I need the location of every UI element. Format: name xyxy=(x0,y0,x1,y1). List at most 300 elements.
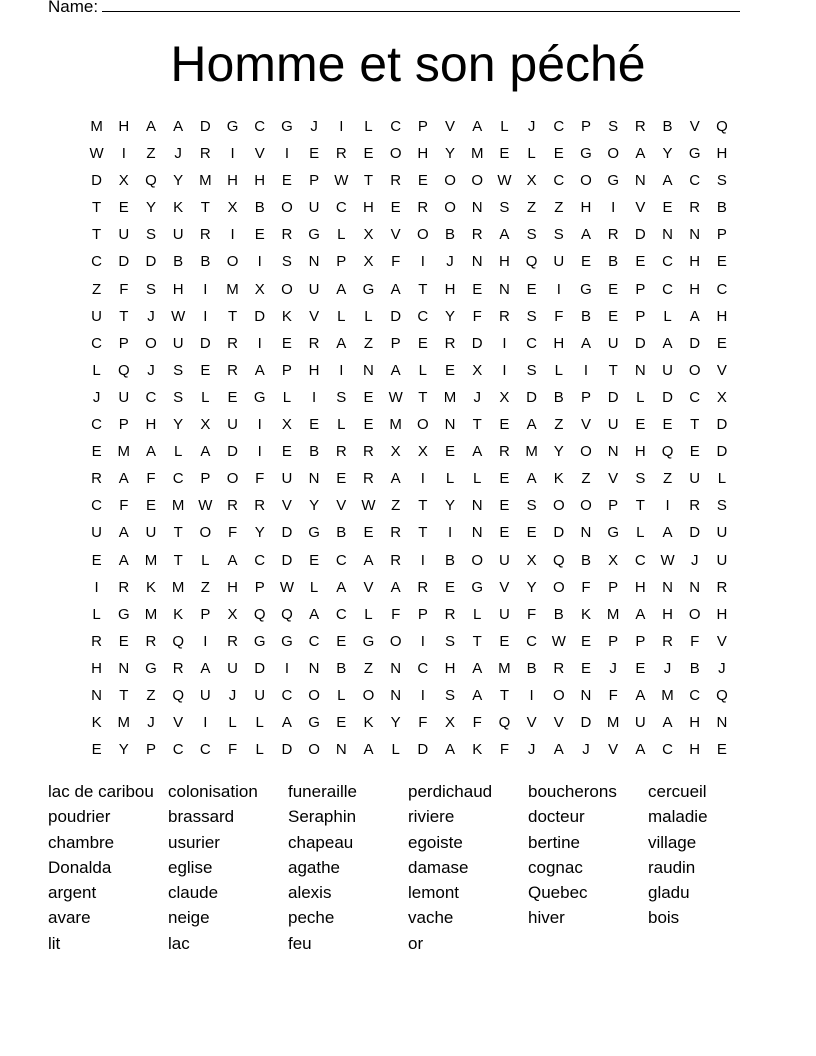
grid-letter[interactable]: O xyxy=(389,145,402,163)
grid-letter[interactable]: E xyxy=(91,443,102,461)
grid-letter[interactable]: V xyxy=(390,226,401,244)
grid-letter[interactable]: H xyxy=(145,416,157,434)
grid-letter[interactable]: A xyxy=(200,659,211,677)
grid-letter[interactable]: S xyxy=(173,388,184,406)
grid-letter[interactable]: E xyxy=(363,145,374,163)
grid-letter[interactable]: Z xyxy=(554,199,564,217)
grid-letter[interactable]: S xyxy=(716,497,727,515)
grid-letter[interactable]: V xyxy=(173,714,184,732)
grid-letter[interactable]: U xyxy=(227,659,238,677)
grid-letter[interactable]: E xyxy=(118,199,129,217)
grid-letter[interactable]: Y xyxy=(553,443,564,461)
grid-letter[interactable]: Q xyxy=(498,714,511,732)
grid-letter[interactable]: L xyxy=(309,578,319,596)
grid-letter[interactable]: N xyxy=(580,524,592,542)
grid-letter[interactable]: C xyxy=(145,388,157,406)
grid-letter[interactable]: G xyxy=(226,118,239,135)
grid-letter[interactable]: Q xyxy=(281,605,293,623)
grid-letter[interactable]: X xyxy=(254,280,265,298)
grid-letter[interactable]: O xyxy=(308,741,320,759)
grid-letter[interactable]: O xyxy=(580,497,592,515)
grid-letter[interactable]: T xyxy=(499,686,509,704)
grid-letter[interactable]: M xyxy=(144,605,158,623)
grid-letter[interactable]: V xyxy=(608,470,619,488)
grid-letter[interactable]: A xyxy=(472,443,483,461)
grid-letter[interactable]: U xyxy=(498,551,510,569)
grid-letter[interactable]: J xyxy=(147,714,155,732)
grid-letter[interactable]: Z xyxy=(363,659,374,677)
grid-letter[interactable]: B xyxy=(608,253,619,271)
grid-letter[interactable]: Y xyxy=(445,145,456,163)
grid-letter[interactable]: K xyxy=(91,714,102,732)
grid-letter[interactable]: E xyxy=(281,172,292,190)
grid-letter[interactable]: C xyxy=(526,334,538,352)
grid-letter[interactable]: K xyxy=(281,307,292,325)
grid-letter[interactable]: H xyxy=(662,605,673,623)
grid-letter[interactable]: Q xyxy=(716,686,728,704)
grid-letter[interactable]: Y xyxy=(254,524,265,542)
grid-letter[interactable]: N xyxy=(471,199,483,217)
grid-letter[interactable]: O xyxy=(688,361,701,379)
grid-letter[interactable]: H xyxy=(689,253,701,271)
grid-letter[interactable]: G xyxy=(281,632,293,650)
grid-letter[interactable]: E xyxy=(281,443,292,461)
grid-letter[interactable]: E xyxy=(118,632,129,650)
grid-letter[interactable]: P xyxy=(608,497,619,515)
grid-letter[interactable]: Q xyxy=(716,118,728,135)
grid-letter[interactable]: A xyxy=(390,280,401,298)
grid-letter[interactable]: F xyxy=(119,280,129,298)
grid-letter[interactable]: X xyxy=(200,416,211,434)
grid-letter[interactable]: A xyxy=(526,416,537,434)
grid-letter[interactable]: N xyxy=(308,470,320,488)
grid-letter[interactable]: E xyxy=(499,145,510,163)
grid-letter[interactable]: A xyxy=(635,145,646,163)
grid-letter[interactable]: A xyxy=(662,172,673,190)
grid-letter[interactable]: I xyxy=(420,470,425,488)
grid-letter[interactable]: J xyxy=(228,686,237,704)
grid-letter[interactable]: W xyxy=(198,497,213,515)
grid-letter[interactable]: F xyxy=(391,605,401,623)
grid-letter[interactable]: L xyxy=(282,388,292,406)
grid-letter[interactable]: E xyxy=(445,443,456,461)
grid-letter[interactable]: L xyxy=(201,388,210,406)
grid-letter[interactable]: C xyxy=(689,388,701,406)
grid-letter[interactable]: U xyxy=(227,416,238,434)
grid-letter[interactable]: E xyxy=(417,172,428,190)
grid-letter[interactable]: C xyxy=(662,741,673,759)
grid-letter[interactable]: H xyxy=(689,741,701,759)
grid-letter[interactable]: F xyxy=(499,741,509,759)
grid-letter[interactable]: R xyxy=(689,497,701,515)
grid-letter[interactable]: M xyxy=(199,172,212,190)
grid-letter[interactable]: J xyxy=(92,388,101,406)
grid-letter[interactable]: O xyxy=(226,470,239,488)
grid-letter[interactable]: A xyxy=(526,470,537,488)
grid-letter[interactable]: F xyxy=(690,632,700,650)
grid-letter[interactable]: U xyxy=(607,416,619,434)
grid-letter[interactable]: G xyxy=(471,578,484,596)
grid-letter[interactable]: E xyxy=(445,578,456,596)
grid-letter[interactable]: Z xyxy=(146,686,156,704)
grid-letter[interactable]: H xyxy=(172,280,184,298)
grid-letter[interactable]: X xyxy=(445,714,456,732)
grid-letter[interactable]: P xyxy=(716,226,727,244)
grid-letter[interactable]: E xyxy=(336,714,347,732)
grid-letter[interactable]: A xyxy=(472,118,483,135)
grid-letter[interactable]: N xyxy=(390,686,402,704)
grid-letter[interactable]: M xyxy=(525,443,538,461)
grid-letter[interactable]: Q xyxy=(552,551,565,569)
grid-letter[interactable]: C xyxy=(308,632,320,650)
grid-letter[interactable]: G xyxy=(308,524,320,542)
grid-letter[interactable]: E xyxy=(635,659,646,677)
grid-letter[interactable]: N xyxy=(498,280,510,298)
grid-letter[interactable]: C xyxy=(689,172,701,190)
grid-letter[interactable]: R xyxy=(390,524,402,542)
grid-letter[interactable]: E xyxy=(91,741,102,759)
grid-letter[interactable]: I xyxy=(312,388,317,406)
grid-letter[interactable]: R xyxy=(363,443,374,461)
grid-letter[interactable]: K xyxy=(173,199,184,217)
grid-letter[interactable]: W xyxy=(388,388,403,406)
grid-letter[interactable]: E xyxy=(716,741,727,759)
grid-letter[interactable]: A xyxy=(445,741,456,759)
grid-letter[interactable]: P xyxy=(336,253,347,271)
grid-letter[interactable]: M xyxy=(661,686,674,704)
grid-letter[interactable]: S xyxy=(716,172,727,190)
grid-letter[interactable]: X xyxy=(417,443,428,461)
grid-letter[interactable]: A xyxy=(662,524,673,542)
grid-letter[interactable]: E xyxy=(608,307,619,325)
grid-letter[interactable]: K xyxy=(173,605,184,623)
grid-letter[interactable]: E xyxy=(254,226,265,244)
grid-letter[interactable]: Q xyxy=(253,605,266,623)
grid-letter[interactable]: O xyxy=(389,632,402,650)
grid-letter[interactable]: H xyxy=(227,172,238,190)
grid-letter[interactable]: V xyxy=(608,741,619,759)
grid-letter[interactable]: N xyxy=(471,524,483,542)
grid-letter[interactable]: U xyxy=(553,253,565,271)
grid-letter[interactable]: G xyxy=(580,145,592,163)
grid-letter[interactable]: R xyxy=(390,551,402,569)
grid-letter[interactable]: T xyxy=(418,524,428,542)
grid-letter[interactable]: E xyxy=(336,632,347,650)
grid-letter[interactable]: I xyxy=(257,416,262,434)
grid-letter[interactable]: V xyxy=(553,714,564,732)
grid-letter[interactable]: T xyxy=(418,280,428,298)
grid-letter[interactable]: U xyxy=(145,524,157,542)
grid-letter[interactable]: A xyxy=(173,118,184,135)
grid-letter[interactable]: Y xyxy=(526,578,537,596)
grid-letter[interactable]: A xyxy=(635,686,646,704)
grid-letter[interactable]: C xyxy=(335,199,347,217)
grid-letter[interactable]: W xyxy=(660,551,675,569)
grid-letter[interactable]: D xyxy=(716,416,728,434)
grid-letter[interactable]: Y xyxy=(390,714,401,732)
grid-letter[interactable]: E xyxy=(716,253,727,271)
grid-letter[interactable]: Y xyxy=(145,199,156,217)
grid-letter[interactable]: R xyxy=(716,578,728,596)
grid-letter[interactable]: S xyxy=(553,226,564,244)
grid-letter[interactable]: O xyxy=(552,686,565,704)
grid-letter[interactable]: S xyxy=(173,361,184,379)
grid-letter[interactable]: M xyxy=(117,714,131,732)
grid-letter[interactable]: C xyxy=(634,551,646,569)
grid-letter[interactable]: R xyxy=(281,226,293,244)
grid-letter[interactable]: R xyxy=(145,632,157,650)
grid-letter[interactable]: O xyxy=(199,524,212,542)
grid-letter[interactable]: Z xyxy=(581,470,591,488)
grid-letter[interactable]: P xyxy=(580,388,591,406)
grid-letter[interactable]: C xyxy=(553,172,565,190)
grid-letter[interactable]: U xyxy=(498,605,510,623)
grid-letter[interactable]: J xyxy=(527,741,536,759)
grid-letter[interactable]: L xyxy=(255,741,264,759)
grid-letter[interactable]: C xyxy=(662,253,673,271)
grid-letter[interactable]: M xyxy=(389,416,402,434)
grid-letter[interactable]: J xyxy=(527,118,536,135)
grid-letter[interactable]: M xyxy=(606,605,620,623)
grid-letter[interactable]: O xyxy=(362,686,375,704)
grid-letter[interactable]: C xyxy=(281,686,293,704)
grid-letter[interactable]: N xyxy=(662,226,673,244)
grid-letter[interactable]: H xyxy=(498,253,510,271)
grid-letter[interactable]: P xyxy=(635,632,646,650)
grid-letter[interactable]: H xyxy=(634,443,646,461)
grid-letter[interactable]: Y xyxy=(445,307,456,325)
grid-letter[interactable]: L xyxy=(554,361,563,379)
grid-letter[interactable]: D xyxy=(145,253,157,271)
grid-letter[interactable]: U xyxy=(172,334,184,352)
grid-letter[interactable]: U xyxy=(634,714,646,732)
grid-letter[interactable]: E xyxy=(390,199,401,217)
grid-letter[interactable]: R xyxy=(227,632,238,650)
grid-letter[interactable]: E xyxy=(309,145,320,163)
grid-letter[interactable]: N xyxy=(634,361,646,379)
grid-letter[interactable]: R xyxy=(662,632,673,650)
grid-letter[interactable]: G xyxy=(607,172,619,190)
grid-letter[interactable]: M xyxy=(171,497,185,515)
grid-letter[interactable]: H xyxy=(254,172,266,190)
grid-letter[interactable]: P xyxy=(417,118,428,135)
grid-letter[interactable]: I xyxy=(94,578,99,596)
grid-letter[interactable]: R xyxy=(91,632,103,650)
grid-letter[interactable]: H xyxy=(716,307,728,325)
grid-letter[interactable]: L xyxy=(201,551,210,569)
grid-letter[interactable]: R xyxy=(335,145,347,163)
grid-letter[interactable]: E xyxy=(499,470,510,488)
grid-letter[interactable]: M xyxy=(144,551,158,569)
grid-letter[interactable]: G xyxy=(308,226,320,244)
grid-letter[interactable]: G xyxy=(145,659,157,677)
grid-letter[interactable]: H xyxy=(553,334,565,352)
grid-letter[interactable]: D xyxy=(254,659,266,677)
grid-letter[interactable]: L xyxy=(636,388,645,406)
grid-letter[interactable]: I xyxy=(502,334,507,352)
grid-letter[interactable]: D xyxy=(281,741,293,759)
grid-letter[interactable]: U xyxy=(662,361,673,379)
grid-letter[interactable]: R xyxy=(118,578,130,596)
grid-letter[interactable]: I xyxy=(121,145,126,163)
grid-letter[interactable]: N xyxy=(444,416,456,434)
grid-letter[interactable]: S xyxy=(145,280,156,298)
grid-letter[interactable]: Z xyxy=(527,199,537,217)
grid-letter[interactable]: A xyxy=(118,524,129,542)
grid-letter[interactable]: T xyxy=(92,199,102,217)
grid-letter[interactable]: C xyxy=(689,686,701,704)
grid-letter[interactable]: A xyxy=(200,443,211,461)
grid-letter[interactable]: G xyxy=(607,524,619,542)
grid-letter[interactable]: W xyxy=(497,172,512,190)
grid-letter[interactable]: I xyxy=(203,307,208,325)
grid-letter[interactable]: D xyxy=(689,334,701,352)
grid-letter[interactable]: A xyxy=(662,714,673,732)
grid-letter[interactable]: N xyxy=(335,741,347,759)
grid-letter[interactable]: H xyxy=(363,199,374,217)
grid-letter[interactable]: V xyxy=(281,497,292,515)
grid-letter[interactable]: V xyxy=(336,497,347,515)
grid-letter[interactable]: C xyxy=(417,307,429,325)
grid-letter[interactable]: E xyxy=(526,524,537,542)
grid-letter[interactable]: Q xyxy=(525,253,538,271)
grid-letter[interactable]: D xyxy=(91,172,103,190)
grid-letter[interactable]: C xyxy=(91,416,103,434)
grid-letter[interactable]: W xyxy=(334,172,349,190)
grid-letter[interactable]: H xyxy=(91,659,103,677)
grid-letter[interactable]: D xyxy=(417,741,429,759)
grid-letter[interactable]: L xyxy=(473,605,482,623)
grid-letter[interactable]: N xyxy=(689,578,701,596)
grid-letter[interactable]: E xyxy=(580,659,591,677)
grid-letter[interactable]: E xyxy=(309,551,320,569)
grid-letter[interactable]: G xyxy=(362,280,375,298)
grid-letter[interactable]: O xyxy=(471,172,484,190)
grid-letter[interactable]: O xyxy=(552,578,565,596)
grid-letter[interactable]: J xyxy=(582,741,590,759)
grid-letter[interactable]: R xyxy=(689,199,701,217)
grid-letter[interactable]: E xyxy=(91,551,102,569)
grid-letter[interactable]: L xyxy=(364,307,373,325)
grid-letter[interactable]: N xyxy=(607,443,619,461)
grid-letter[interactable]: H xyxy=(118,118,130,135)
grid-letter[interactable]: A xyxy=(662,334,673,352)
grid-letter[interactable]: A xyxy=(363,741,374,759)
grid-letter[interactable]: E xyxy=(363,416,374,434)
grid-letter[interactable]: T xyxy=(690,416,700,434)
grid-letter[interactable]: S xyxy=(526,497,537,515)
grid-letter[interactable]: A xyxy=(281,714,292,732)
grid-letter[interactable]: L xyxy=(173,443,183,461)
grid-letter[interactable]: X xyxy=(227,605,238,623)
grid-letter[interactable]: V xyxy=(716,361,727,379)
grid-letter[interactable]: P xyxy=(309,172,320,190)
grid-letter[interactable]: I xyxy=(339,118,344,135)
grid-letter[interactable]: V xyxy=(254,145,265,163)
grid-letter[interactable]: P xyxy=(281,361,292,379)
grid-letter[interactable]: I xyxy=(420,551,425,569)
grid-letter[interactable]: T xyxy=(119,686,129,704)
grid-letter[interactable]: A xyxy=(472,686,483,704)
grid-letter[interactable]: T xyxy=(608,361,618,379)
grid-letter[interactable]: I xyxy=(230,226,235,244)
grid-letter[interactable]: G xyxy=(688,145,701,163)
grid-letter[interactable]: P xyxy=(200,605,211,623)
grid-letter[interactable]: I xyxy=(339,361,344,379)
grid-letter[interactable]: D xyxy=(716,443,728,461)
grid-letter[interactable]: C xyxy=(91,253,103,271)
grid-letter[interactable]: P xyxy=(635,307,646,325)
grid-letter[interactable]: X xyxy=(118,172,129,190)
grid-letter[interactable]: O xyxy=(552,497,565,515)
grid-letter[interactable]: R xyxy=(417,578,429,596)
grid-letter[interactable]: A xyxy=(635,605,646,623)
grid-letter[interactable]: R xyxy=(254,497,266,515)
grid-letter[interactable]: M xyxy=(606,714,620,732)
grid-letter[interactable]: S xyxy=(526,307,537,325)
grid-letter[interactable]: A xyxy=(309,605,320,623)
grid-letter[interactable]: G xyxy=(580,280,592,298)
grid-letter[interactable]: S xyxy=(445,632,456,650)
grid-letter[interactable]: C xyxy=(390,118,402,135)
grid-letter[interactable]: H xyxy=(308,361,320,379)
grid-letter[interactable]: A xyxy=(689,307,700,325)
grid-letter[interactable]: Q xyxy=(145,172,157,190)
grid-letter[interactable]: D xyxy=(281,524,293,542)
grid-letter[interactable]: E xyxy=(580,632,591,650)
grid-letter[interactable]: G xyxy=(253,388,266,406)
grid-letter[interactable]: I xyxy=(420,632,425,650)
grid-letter[interactable]: N xyxy=(689,226,701,244)
grid-letter[interactable]: R xyxy=(444,334,456,352)
grid-letter[interactable]: K xyxy=(472,741,483,759)
grid-letter[interactable]: U xyxy=(118,388,130,406)
grid-letter[interactable]: V xyxy=(445,118,456,135)
grid-letter[interactable]: J xyxy=(690,551,699,569)
grid-letter[interactable]: P xyxy=(390,334,401,352)
grid-letter[interactable]: B xyxy=(716,199,727,217)
grid-letter[interactable]: B xyxy=(689,659,700,677)
grid-letter[interactable]: Z xyxy=(363,334,374,352)
grid-letter[interactable]: D xyxy=(227,443,238,461)
grid-letter[interactable]: C xyxy=(662,280,673,298)
grid-letter[interactable]: X xyxy=(526,551,537,569)
grid-letter[interactable]: V xyxy=(499,578,510,596)
grid-letter[interactable]: Q xyxy=(172,686,184,704)
grid-letter[interactable]: Z xyxy=(554,416,564,434)
grid-letter[interactable]: X xyxy=(390,443,401,461)
grid-letter[interactable]: T xyxy=(227,307,238,325)
grid-letter[interactable]: C xyxy=(526,632,538,650)
grid-letter[interactable]: G xyxy=(308,714,320,732)
grid-letter[interactable]: D xyxy=(471,334,483,352)
grid-letter[interactable]: D xyxy=(580,714,592,732)
grid-letter[interactable]: S xyxy=(445,686,456,704)
grid-letter[interactable]: M xyxy=(443,388,457,406)
grid-letter[interactable]: V xyxy=(363,578,374,596)
grid-letter[interactable]: A xyxy=(390,361,401,379)
grid-letter[interactable]: N xyxy=(634,172,646,190)
grid-letter[interactable]: L xyxy=(473,470,482,488)
grid-letter[interactable]: E xyxy=(716,334,727,352)
grid-letter[interactable]: F xyxy=(527,605,537,623)
grid-letter[interactable]: Y xyxy=(173,172,184,190)
grid-letter[interactable]: U xyxy=(118,226,130,244)
grid-letter[interactable]: T xyxy=(472,416,482,434)
grid-letter[interactable]: X xyxy=(363,226,374,244)
grid-letter[interactable]: W xyxy=(279,578,294,596)
grid-letter[interactable]: C xyxy=(172,470,184,488)
